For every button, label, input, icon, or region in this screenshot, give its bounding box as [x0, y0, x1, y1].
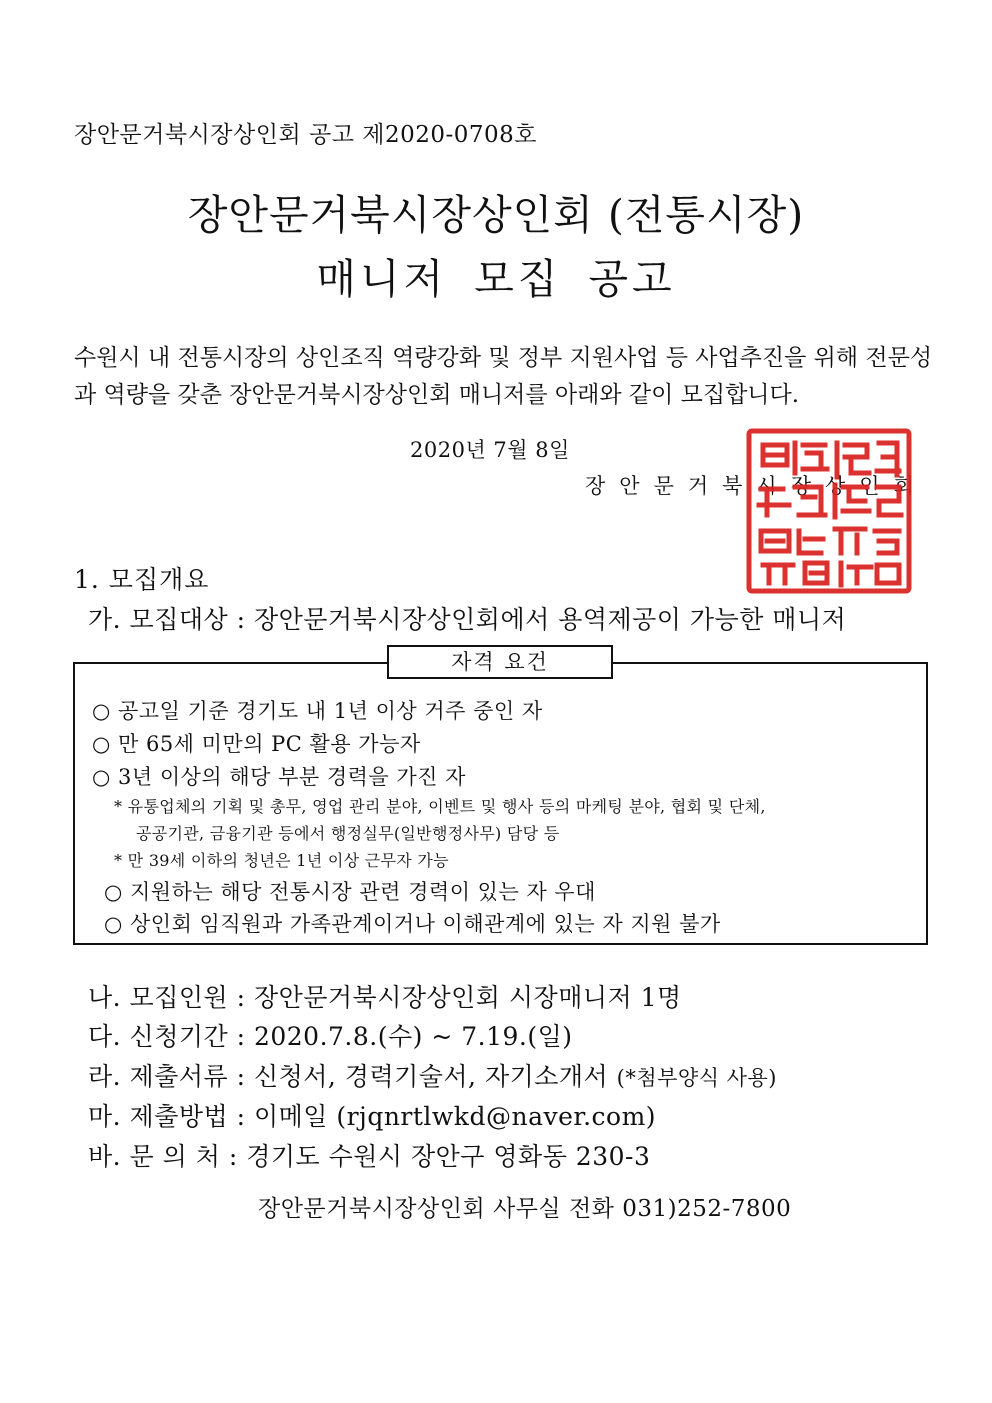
required-documents — [88, 1057, 777, 1093]
office-phone: 장안문거북시장상인회 사무실 전화 031)252-7800 — [258, 1196, 792, 1222]
experience-note-line-1: * 유통업체의 기획 및 총무, 영업 관리 분야, 이벤트 및 행사 등의 마케팅 분야, 협회 및 단체, — [114, 797, 766, 816]
recruitment-target: 가. 모집대상 : 장안문거북시장상인회에서 용역제공이 가능한 매니저 — [88, 605, 847, 634]
required-documents-note: (*첨부양식 사용) — [616, 1066, 777, 1090]
page-subtitle: 매니저 모집 공고 — [316, 255, 676, 303]
intro-line-2: 과 역량을 갖춘 장안문거북시장상인회 매니저를 아래와 같이 모집합니다. — [74, 382, 800, 408]
requirement-preference: ○ 지원하는 해당 전통시장 관련 경력이 있는 자 우대 — [104, 880, 596, 904]
qualifications-title: 자격 요건 — [387, 645, 613, 679]
inquiry-address: 바. 문 의 처 : 경기도 수원시 장안구 영화동 230-3 — [88, 1142, 651, 1171]
submission-method: 마. 제출방법 : 이메일 (rjqnrtlwkd@naver.com) — [88, 1102, 657, 1131]
notice-number: 장안문거북시장상인회 공고 제2020-0708호 — [74, 122, 538, 148]
application-period: 다. 신청기간 : 2020.7.8.(수) ~ 7.19.(일) — [88, 1022, 573, 1051]
requirement-age-pc: ○ 만 65세 미만의 PC 활용 가능자 — [92, 732, 421, 756]
youth-note: * 만 39세 이하의 청년은 1년 이상 근무자 가능 — [114, 851, 449, 870]
required-documents-main: 라. 제출서류 : 신청서, 경력기술서, 자기소개서 — [88, 1062, 609, 1091]
page-title: 장안문거북시장상인회 (전통시장) — [187, 191, 805, 239]
announcement-date: 2020년 7월 8일 — [410, 438, 570, 462]
issuing-organization: 장안문거북시장상인회 — [585, 474, 928, 498]
recruitment-count: 나. 모집인원 : 장안문거북시장상인회 시장매니저 1명 — [88, 983, 682, 1012]
section-heading-overview: 1. 모집개요 — [74, 565, 210, 594]
experience-note-line-2: 공공기관, 금융기관 등에서 행정실무(일반행정사무) 담당 등 — [136, 824, 560, 843]
requirement-experience: ○ 3년 이상의 해당 부분 경력을 가진 자 — [92, 765, 466, 789]
intro-paragraph — [74, 340, 932, 414]
intro-line-1: 수원시 내 전통시장의 상인조직 역량강화 및 정부 지원사업 등 사업추진을 위해 전문성 — [74, 345, 933, 371]
requirement-exclusion: ○ 상인회 임직원과 가족관계이거나 이해관계에 있는 자 지원 불가 — [104, 912, 721, 936]
official-seal-icon — [745, 427, 913, 595]
requirement-residence: ○ 공고일 기준 경기도 내 1년 이상 거주 중인 자 — [92, 699, 543, 723]
